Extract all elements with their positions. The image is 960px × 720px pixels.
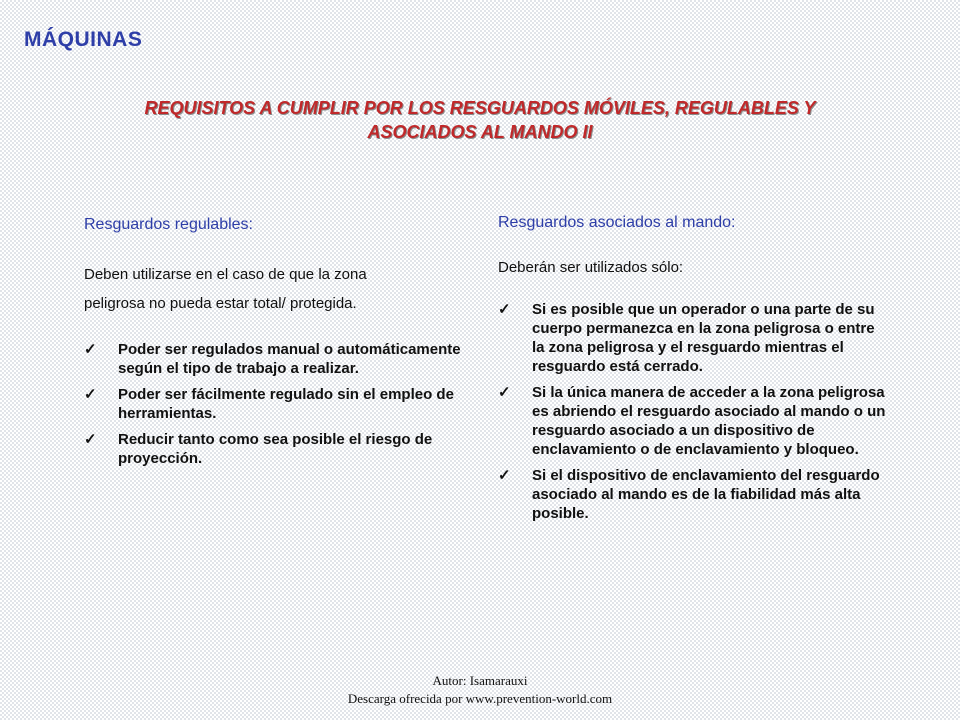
subtitle-line-1: REQUISITOS A CUMPLIR POR LOS RESGUARDOS MÓVILES, REGULABLES Y — [144, 98, 816, 118]
list-item-text: Si el dispositivo de enclavamiento del resguardo asociado al mando es de la fiabilidad más alta posible. — [532, 467, 880, 522]
list-item — [84, 430, 484, 468]
slide-subtitle — [60, 96, 900, 144]
check-icon: ✓ — [84, 431, 97, 448]
left-heading: Resguardos regulables: — [84, 216, 253, 233]
footer-download-link[interactable]: Descarga ofrecida por www.prevention-world.com — [347, 691, 613, 706]
left-intro — [84, 260, 484, 318]
right-column — [498, 214, 888, 530]
list-item-text: Poder ser regulados manual o automáticamente según el tipo de trabajo a realizar. — [118, 341, 461, 377]
check-icon: ✓ — [498, 301, 511, 318]
right-intro: Deberán ser utilizados sólo: — [498, 259, 684, 276]
list-item-text: Si es posible que un operador o una parte de su cuerpo permanezca en la zona peligrosa o entre la zona peligrosa y el resguardo mientras el resguardo está cerrado. — [532, 301, 875, 375]
footer — [230, 672, 730, 708]
list-item-text: Si la única manera de acceder a la zona peligrosa es abriendo el resguardo asociado al mando o un resguardo asociado a un dispositivo de enclavamiento o de enclavamiento y bloqueo. — [532, 384, 886, 458]
left-column — [84, 216, 484, 475]
list-item — [498, 383, 888, 459]
left-intro-line-2: peligrosa no pueda estar total/ protegida. — [84, 295, 357, 312]
list-item-text: Reducir tanto como sea posible el riesgo de proyección. — [118, 431, 433, 467]
list-item-text: Poder ser fácilmente regulado sin el empleo de herramientas. — [118, 386, 454, 422]
list-item — [84, 340, 484, 378]
list-item — [84, 385, 484, 423]
right-checklist — [498, 300, 888, 523]
subtitle-line-2: ASOCIADOS AL MANDO II — [367, 122, 593, 142]
right-heading: Resguardos asociados al mando: — [498, 214, 736, 231]
list-item — [498, 300, 888, 376]
left-checklist — [84, 340, 484, 468]
page-title: MÁQUINAS — [24, 28, 143, 51]
left-intro-line-1: Deben utilizarse en el caso de que la zona — [84, 266, 367, 283]
check-icon: ✓ — [498, 384, 511, 401]
check-icon: ✓ — [84, 341, 97, 358]
check-icon: ✓ — [498, 467, 511, 484]
check-icon: ✓ — [84, 386, 97, 403]
list-item — [498, 466, 888, 523]
footer-author: Autor: Isamarauxi — [432, 673, 528, 688]
